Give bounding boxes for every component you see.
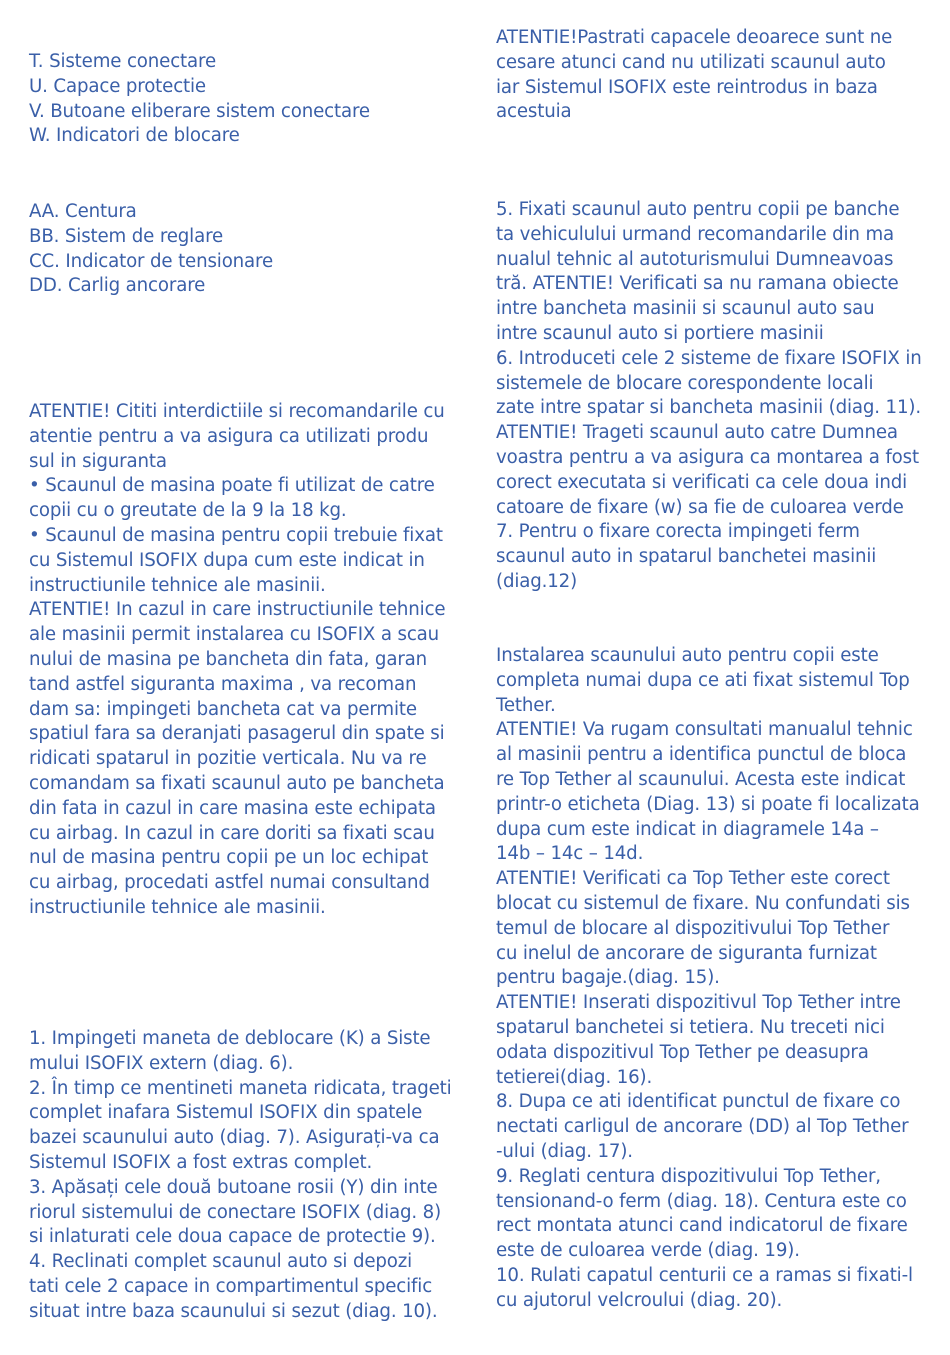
text-line: ATENTIE! In cazul in care instructiunile tehnice xyxy=(29,599,446,621)
text-line: -ului (diag. 17). xyxy=(496,1140,633,1162)
text-line: este de culoarea verde (diag. 19). xyxy=(496,1240,800,1262)
text-line: atentie pentru a va asigura ca utilizati produ xyxy=(29,425,429,447)
text-line: Instalarea scaunului auto pentru copii este xyxy=(496,645,879,666)
text-line: Sistemul ISOFIX a fost extras complet. xyxy=(29,1151,373,1173)
text-line: 10. Rulati capatul centurii ce a ramas si fixati-l xyxy=(496,1264,913,1286)
text-line: 1. Impingeti maneta de deblocare (K) a Siste xyxy=(29,1028,431,1049)
text-line: 2. În timp ce mentineti maneta ridicata, trageti xyxy=(29,1077,452,1099)
text-line: printr-o eticheta (Diag. 13) si poate fi localizata xyxy=(496,793,920,815)
text-line: rect montata atunci cand indicatorul de fixare xyxy=(496,1215,908,1237)
isofix-steps-5-7 xyxy=(496,198,922,595)
safety-warning-section xyxy=(29,400,449,921)
text-line: spatiul fara sa deranjati pasagerul din spate si xyxy=(29,723,445,745)
text-line: bazei scaunului auto (diag. 7). Asigurați-va ca xyxy=(29,1127,440,1149)
text-line: nectati carligul de ancorare (DD) al Top Tether xyxy=(496,1116,909,1138)
text-line: instructiunile tehnice ale masinii. xyxy=(29,574,326,596)
text-line: AA. Centura xyxy=(29,201,137,222)
text-line: tensionand-o ferm (diag. 18). Centura este co xyxy=(496,1190,907,1212)
top-tether-installation xyxy=(496,644,920,1314)
text-line: 9. Reglati centura dispozitivului Top Tether, xyxy=(496,1165,881,1187)
text-line: nualul tehnic al autoturismului Dumneavoas xyxy=(496,248,894,270)
text-line: tră. ATENTIE! Verificati sa nu ramana obiecte xyxy=(496,273,899,295)
text-line: iar Sistemul ISOFIX este reintrodus in baza xyxy=(496,76,878,98)
text-line: nului de masina pe bancheta din fata, garan xyxy=(29,648,428,670)
text-line: • Scaunul de masina poate fi utilizat de catre xyxy=(29,475,435,497)
text-line: Tether. xyxy=(496,694,556,716)
keep-caps-warning xyxy=(496,26,916,125)
text-line: si inlaturati cele doua capace de protectie 9). xyxy=(29,1226,436,1248)
text-line: dupa cum este indicat in diagramele 14a – xyxy=(496,818,879,840)
text-line: zate intre spatar si bancheta masinii (diag. 11). xyxy=(496,397,921,419)
text-line: spatarul banchetei si tetiera. Nu treceti nici xyxy=(496,1016,885,1038)
text-line: situat intre baza scaunului si sezut (diag. 10). xyxy=(29,1300,438,1322)
text-line: corect executata si verificati ca cele doua indi xyxy=(496,471,908,493)
text-line: cu airbag, procedati astfel numai consultand xyxy=(29,872,430,894)
text-line: cu ajutorul velcroului (diag. 20). xyxy=(496,1289,783,1311)
parts-list-top-tether xyxy=(29,200,459,299)
text-line: • Scaunul de masina pentru copii trebuie fixat xyxy=(29,524,443,546)
text-line: ATENTIE! Cititi interdictiile si recomandarile cu xyxy=(29,401,445,422)
text-line: 4. Reclinati complet scaunul auto si depozi xyxy=(29,1251,413,1273)
text-line: cesare atunci cand nu utilizati scaunul auto xyxy=(496,51,886,73)
text-line: ta vehiculului urmand recomandarile din ma xyxy=(496,223,895,245)
text-line: ale masinii permit instalarea cu ISOFIX a scau xyxy=(29,624,440,646)
text-line: sul in siguranta xyxy=(29,450,167,472)
text-line: tetierei(diag. 16). xyxy=(496,1066,653,1088)
parts-list-connectors xyxy=(29,50,459,149)
text-line: mului ISOFIX extern (diag. 6). xyxy=(29,1052,294,1074)
text-line: BB. Sistem de reglare xyxy=(29,225,224,247)
text-line: nul de masina pentru copii pe un loc echipat xyxy=(29,847,429,869)
text-line: 14b – 14c – 14d. xyxy=(496,843,644,865)
text-line: al masinii pentru a identifica punctul de bloca xyxy=(496,744,907,766)
text-line: completa numai dupa ce ati fixat sistemul Top xyxy=(496,669,910,691)
text-line: 7. Pentru o fixare corecta impingeti ferm xyxy=(496,521,860,543)
text-line: intre bancheta masinii si scaunul auto sau xyxy=(496,298,875,320)
text-line: tati cele 2 capace in compartimentul specific xyxy=(29,1275,433,1297)
text-line: voastra pentru a va asigura ca montarea a fost xyxy=(496,446,919,468)
text-line: re Top Tether al scaunului. Acesta este indicat xyxy=(496,768,906,790)
text-line: instructiunile tehnice ale masinii. xyxy=(29,896,326,918)
text-line: blocat cu sistemul de fixare. Nu confundati sis xyxy=(496,892,910,914)
text-line: U. Capace protectie xyxy=(29,75,206,97)
text-line: catoare de fixare (w) sa fie de culoarea verde xyxy=(496,496,904,518)
text-line: riorul sistemului de conectare ISOFIX (diag. 8) xyxy=(29,1201,442,1223)
text-line: 3. Apăsați cele două butoane rosii (Y) din inte xyxy=(29,1176,438,1198)
text-line: copii cu o greutate de la 9 la 18 kg. xyxy=(29,500,347,522)
text-line: ATENTIE! Inserati dispozitivul Top Tether intre xyxy=(496,992,901,1014)
text-line: ATENTIE! Va rugam consultati manualul tehnic xyxy=(496,719,913,741)
text-line: dam sa: impingeti bancheta cat va permite xyxy=(29,698,417,720)
text-line: temul de blocare al dispozitivului Top Tether xyxy=(496,917,890,939)
text-line: V. Butoane eliberare sistem conectare xyxy=(29,100,370,122)
text-line: acestuia xyxy=(496,101,572,123)
text-line: pentru bagaje.(diag. 15). xyxy=(496,967,720,989)
text-line: T. Sisteme conectare xyxy=(29,51,216,72)
text-line: (diag.12) xyxy=(496,570,578,592)
text-line: cu inelul de ancorare de siguranta furnizat xyxy=(496,942,877,964)
text-line: intre scaunul auto si portiere masinii xyxy=(496,322,824,344)
text-line: sistemele de blocare corespondente locali xyxy=(496,372,874,394)
text-line: ATENTIE! Verificati ca Top Tether este corect xyxy=(496,868,890,890)
text-line: odata dispozitivul Top Tether pe deasupra xyxy=(496,1041,869,1063)
text-line: CC. Indicator de tensionare xyxy=(29,250,274,272)
text-line: ATENTIE!Pastrati capacele deoarece sunt ne xyxy=(496,27,893,48)
text-line: cu airbag. In cazul in care doriti sa fixati scau xyxy=(29,822,435,844)
text-line: din fata in cazul in care masina este echipata xyxy=(29,797,436,819)
text-line: 8. Dupa ce ati identificat punctul de fixare co xyxy=(496,1091,901,1113)
text-line: comandam sa fixati scaunul auto pe bancheta xyxy=(29,772,445,794)
isofix-steps-1-4 xyxy=(29,1027,452,1325)
text-line: scaunul auto in spatarul banchetei masinii xyxy=(496,546,877,568)
text-line: ATENTIE! Trageti scaunul auto catre Dumnea xyxy=(496,422,898,444)
text-line: DD. Carlig ancorare xyxy=(29,275,206,297)
text-line: ridicati spatarul in pozitie verticala. Nu va re xyxy=(29,748,427,770)
text-line: cu Sistemul ISOFIX dupa cum este indicat in xyxy=(29,549,425,571)
text-line: complet inafara Sistemul ISOFIX din spatele xyxy=(29,1102,423,1124)
text-line: tand astfel siguranta maxima , va recoman xyxy=(29,673,417,695)
text-line: 5. Fixati scaunul auto pentru copii pe banche xyxy=(496,199,900,220)
text-line: 6. Introduceti cele 2 sisteme de fixare ISOFIX in xyxy=(496,347,922,369)
text-line: W. Indicatori de blocare xyxy=(29,125,240,147)
